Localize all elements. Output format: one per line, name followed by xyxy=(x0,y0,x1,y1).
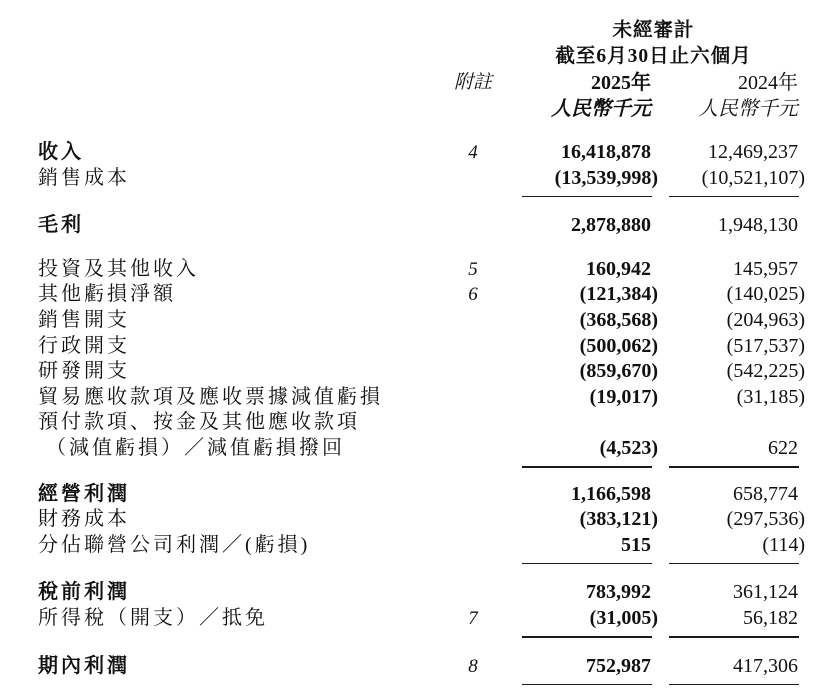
rule-2025 xyxy=(522,466,652,468)
note-ref xyxy=(445,213,501,239)
note-ref: 5 xyxy=(468,258,478,280)
note-ref xyxy=(445,436,501,462)
note-column-header: 附註 xyxy=(453,72,492,93)
rule-2025 xyxy=(522,636,652,638)
row-label: 研發開支 xyxy=(38,360,130,383)
note-ref: 7 xyxy=(468,607,478,629)
value-2025: 515 xyxy=(621,533,651,556)
value-2025: (13,539,998) xyxy=(554,166,658,189)
value-2024: 1,948,130 xyxy=(718,214,798,237)
note-ref: 8 xyxy=(468,655,478,677)
header-spacer xyxy=(38,18,445,44)
spacer xyxy=(38,564,832,580)
value-2025: 16,418,878 xyxy=(561,141,651,163)
value-2024: (31,185) xyxy=(736,385,805,408)
value-2024: 658,774 xyxy=(733,482,798,505)
note-ref xyxy=(445,410,501,436)
total-rule xyxy=(38,679,832,685)
value-2024: 56,182 xyxy=(743,606,798,629)
period-heading: 截至6月30日止六個月 xyxy=(555,46,752,67)
value-2024: (10,521,107) xyxy=(701,166,805,189)
value-2024: (542,225) xyxy=(726,360,805,383)
row-label: 銷售開支 xyxy=(38,308,130,331)
value-2025: 2,878,880 xyxy=(571,214,651,237)
rule-2024 xyxy=(669,563,799,565)
year-2024-header: 2024年 xyxy=(738,72,798,94)
row-label: 期內利潤 xyxy=(38,654,130,677)
row-label: 稅前利潤 xyxy=(38,581,130,604)
value-2024: (517,537) xyxy=(726,334,805,357)
value-2025: (19,017) xyxy=(589,385,658,408)
rule-2024 xyxy=(669,196,799,198)
value-2024: (140,025) xyxy=(726,283,805,306)
row-rd-expenses xyxy=(38,359,832,385)
header-row-years xyxy=(38,70,832,96)
value-2025: (383,121) xyxy=(579,508,658,531)
row-label: 分佔聯營公司利潤／(虧損) xyxy=(38,533,311,556)
value-2025: 160,942 xyxy=(586,257,651,280)
row-label: 其他虧損淨額 xyxy=(38,283,176,306)
note-ref xyxy=(445,482,501,508)
row-administrative-expenses xyxy=(38,334,832,360)
value-2025: 1,166,598 xyxy=(571,482,651,505)
note-ref xyxy=(445,166,501,192)
value-2025: 752,987 xyxy=(586,654,651,677)
spacer xyxy=(38,197,832,213)
row-label: 行政開支 xyxy=(38,334,130,357)
unit-2025-header: 人民幣千元 xyxy=(551,98,651,120)
header-row-unaudited xyxy=(38,18,832,44)
row-impairment-trade-receivables xyxy=(38,385,832,411)
row-label: 毛利 xyxy=(38,214,84,237)
note-ref: 6 xyxy=(468,284,478,306)
unaudited-heading: 未經審計 xyxy=(612,20,695,41)
header-row-period xyxy=(38,44,832,70)
value-2024: 361,124 xyxy=(733,581,798,604)
note-ref xyxy=(445,308,501,334)
row-label: 所得稅（開支）／抵免 xyxy=(38,606,268,629)
year-2025-header: 2025年 xyxy=(591,72,651,94)
note-ref xyxy=(445,533,501,559)
row-profit-before-tax xyxy=(38,580,832,606)
row-label: 經營利潤 xyxy=(38,482,130,505)
value-2024 xyxy=(659,410,806,436)
spacer xyxy=(38,122,832,140)
value-2025: 783,992 xyxy=(586,581,651,604)
row-investment-and-other-income xyxy=(38,257,832,283)
value-2024: 417,306 xyxy=(733,654,798,677)
value-2024: 622 xyxy=(768,436,798,459)
row-label: （減值虧損）／減值虧損撥回 xyxy=(46,436,345,459)
note-ref xyxy=(445,334,501,360)
row-gross-profit xyxy=(38,213,832,239)
rule-2024 xyxy=(669,636,799,638)
note-ref xyxy=(445,359,501,385)
row-cost-of-sales xyxy=(38,166,832,192)
rule-2024 xyxy=(669,466,799,468)
note-ref xyxy=(445,385,501,411)
value-2024: 145,957 xyxy=(733,257,798,280)
rule-2025 xyxy=(522,563,652,565)
note-ref xyxy=(445,507,501,533)
rule-2025 xyxy=(522,196,652,198)
note-ref xyxy=(445,580,501,606)
header-row-units xyxy=(38,96,832,122)
value-2025: (4,523) xyxy=(599,436,658,459)
row-operating-profit xyxy=(38,482,832,508)
value-2025 xyxy=(501,410,659,436)
value-2024: (114) xyxy=(762,533,805,556)
value-2025: (368,568) xyxy=(579,308,658,331)
row-label: 預付款項、按金及其他應收款項 xyxy=(38,411,360,434)
unit-2024-header: 人民幣千元 xyxy=(698,98,798,120)
row-prepayments-deposits-other-receivables xyxy=(38,410,832,436)
row-label: 貿易應收款項及應收票據減值虧損 xyxy=(38,385,383,408)
value-2025: (31,005) xyxy=(589,606,658,629)
row-income-tax xyxy=(38,606,832,632)
spacer xyxy=(38,638,832,654)
row-revenue xyxy=(38,140,832,166)
row-selling-expenses xyxy=(38,308,832,334)
rule-2024 xyxy=(669,684,799,686)
spacer xyxy=(38,239,832,257)
row-label: 投資及其他收入 xyxy=(38,257,199,280)
row-label: 財務成本 xyxy=(38,508,130,531)
row-share-of-associates xyxy=(38,533,832,559)
value-2025: (500,062) xyxy=(579,334,658,357)
rule-2025 xyxy=(522,684,652,686)
value-2024: (297,536) xyxy=(726,508,805,531)
value-2024: (204,963) xyxy=(726,308,805,331)
value-2025: (859,670) xyxy=(579,360,658,383)
row-impairment-reversal xyxy=(38,436,832,462)
row-label: 銷售成本 xyxy=(38,166,130,189)
row-profit-for-period xyxy=(38,654,832,680)
row-other-losses-net xyxy=(38,282,832,308)
value-2025: (121,384) xyxy=(579,283,658,306)
row-label: 收入 xyxy=(38,141,84,163)
value-2024: 12,469,237 xyxy=(708,141,798,163)
spacer xyxy=(38,468,832,482)
note-ref: 4 xyxy=(468,142,478,163)
row-finance-costs xyxy=(38,507,832,533)
